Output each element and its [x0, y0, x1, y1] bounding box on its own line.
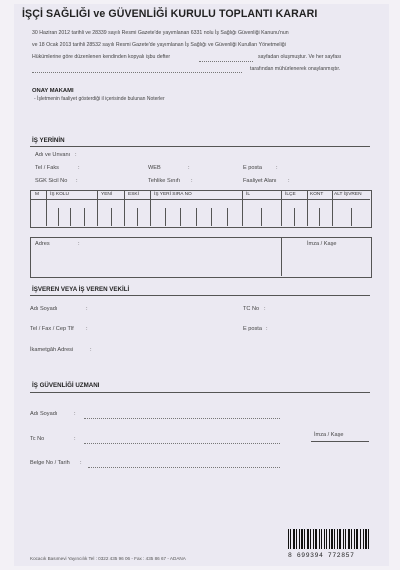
employer-email-label: E posta: [243, 326, 262, 332]
address-label: Adres: [35, 241, 50, 247]
specialist-tc-field[interactable]: [84, 443, 280, 444]
notary-blank[interactable]: [32, 72, 242, 73]
col-kont: KONT: [310, 192, 324, 197]
intro-line-2: ve 18 Ocak 2013 tarihli 28532 sayılı Resmi Gazete'de yayımlanan İş Sağlığı ve Güvenliği Kurulları Yönetmeliği: [32, 42, 286, 48]
workplace-heading: İŞ YERİNİN: [32, 137, 65, 144]
workplace-activity-label: Faaliyet Alanı: [243, 178, 277, 184]
specialist-heading: İŞ GÜVENLİĞİ UZMANI: [32, 382, 100, 389]
col-eski: ESKİ: [128, 192, 139, 197]
workplace-name-label: Adı ve Unvanı: [35, 152, 71, 158]
workplace-email-label: E posta: [243, 165, 262, 171]
workplace-hazard-label: Tehlike Sınıfı: [148, 178, 181, 184]
specialist-name-label: Adı Soyadı: [30, 411, 58, 417]
col-iskolu: İŞ KOLU: [50, 192, 69, 197]
col-altisveren: ALT İŞVREN: [334, 192, 362, 197]
workplace-rule: [30, 146, 370, 147]
specialist-rule: [30, 392, 370, 393]
col-ilce: İLÇE: [285, 192, 296, 197]
specialist-sign-label: İmza / Kaşe: [314, 432, 344, 438]
col-siranno: İŞ YERİ SIRA NO: [154, 192, 192, 197]
specialist-doc-label: Belge No / Tarih: [30, 460, 70, 466]
col-yeni: YENİ: [101, 192, 113, 197]
workplace-tel-label: Tel / Faks: [35, 165, 59, 171]
specialist-doc-field[interactable]: [88, 467, 280, 468]
employer-tc-label: TC No: [243, 306, 260, 312]
workplace-sign-label: İmza / Kaşe: [307, 241, 337, 247]
intro-line-3a: Hükümlerine göre düzenlenen kendinden kopyalı işbu defter: [32, 54, 171, 60]
approval-heading: ONAY MAKAMI: [32, 88, 74, 94]
employer-rule: [30, 295, 370, 296]
approval-item: - İşletmenin faaliyet gösterdiği il içerisinde bulunan Noterler: [34, 96, 165, 102]
document-title: İŞÇİ SAĞLIĞI ve GÜVENLİĞİ KURULU TOPLANTI KARARI: [22, 8, 318, 20]
employer-name-label: Adı Soyadı: [30, 306, 58, 312]
specialist-tc-label: Tc No: [30, 436, 45, 442]
specialist-sign-line: [311, 441, 369, 442]
employer-residence-label: İkametgâh Adresi: [30, 347, 74, 353]
publisher-footer: Kocacık Basımevi Yayıncılık Tel : 0322 435 96 06 - Fax : 435 86 67 - ADANA: [30, 556, 186, 561]
intro-line-4: tarafından mühürlenerek onaylanmıştır.: [250, 66, 341, 72]
employer-tel-label: Tel / Fax / Cep Tlf: [30, 326, 74, 332]
employer-heading: İŞVEREN VEYA İŞ VEREN VEKİLİ: [32, 286, 130, 293]
col-m: M: [35, 192, 39, 197]
col-il: İL: [246, 192, 251, 197]
barcode-image: [288, 529, 370, 553]
intro-line-1: 30 Haziran 2012 tarihli ve 28339 sayılı Resmi Gazete'de yayımlanan 6331 nolu İş Sağlığı Güvenliği Kanunu'nun: [32, 30, 289, 36]
specialist-name-field[interactable]: [84, 418, 280, 419]
intro-line-3b: sayfadan oluşmuştur. Ve her sayfası: [258, 54, 342, 60]
barcode-number: 8 699394 772857: [288, 552, 355, 559]
page-count-blank[interactable]: [199, 61, 253, 62]
workplace-sgk-label: SGK Sicil No: [35, 178, 68, 184]
workplace-web-label: WEB: [148, 165, 161, 171]
